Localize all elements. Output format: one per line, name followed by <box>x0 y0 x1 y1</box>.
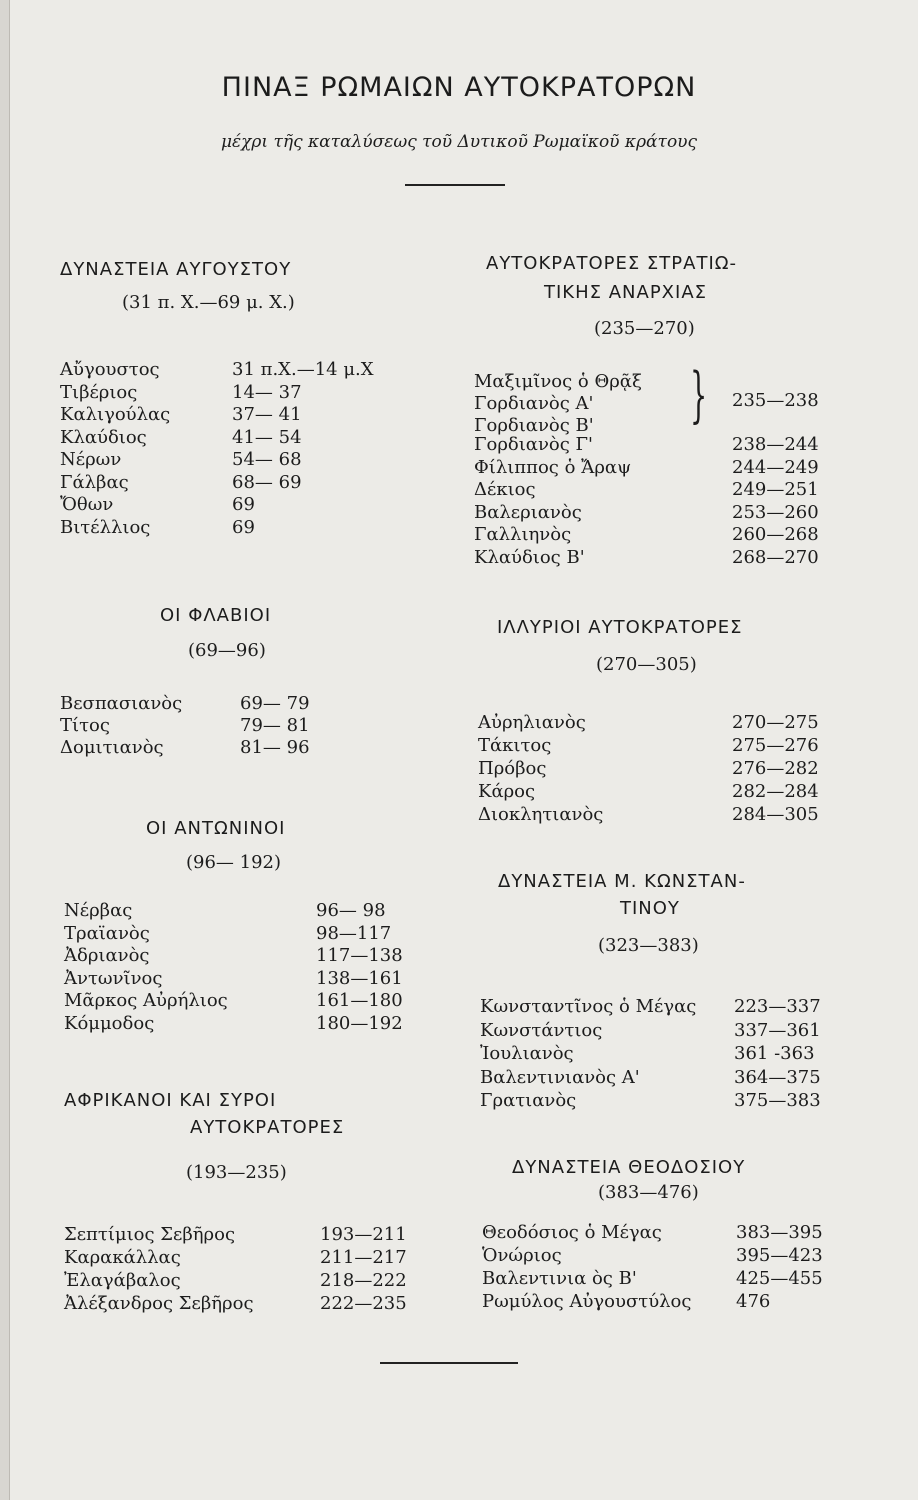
reign-dates: 375—383 <box>734 1090 821 1111</box>
reign-dates: 69 <box>232 516 255 538</box>
reign-dates: 476 <box>736 1291 771 1312</box>
section-title: ΑΦΡΙΚΑΝΟΙ ΚΑΙ ΣΥΡΟΙ <box>64 1090 277 1111</box>
section-title: ΔΥΝΑΣΤΕΙΑ ΘΕΟΔΟΣΙΟΥ <box>512 1157 746 1178</box>
reign-dates: 395—423 <box>736 1245 823 1266</box>
reign-dates: 14— 37 <box>232 381 302 403</box>
section-range: (96— 192) <box>186 852 282 873</box>
reign-dates: 218—222 <box>320 1270 407 1291</box>
emperor-name: Βεσπασιανὸς <box>60 693 183 714</box>
emperor-name: Νέρων <box>60 449 122 470</box>
emperor-name: Ὁνώριος <box>482 1245 562 1266</box>
emperor-name: Τίτος <box>60 715 110 736</box>
emperor-name: Ὄθων <box>60 494 114 515</box>
emperor-name: Βαλεριανὸς <box>474 501 582 523</box>
reign-dates: 41— 54 <box>232 426 302 448</box>
section-range: (69—96) <box>188 640 266 661</box>
emperor-name: Σεπτίμιος Σεβῆρος <box>64 1224 236 1245</box>
reign-dates: 98—117 <box>316 922 392 944</box>
brace-symbol: } <box>690 360 708 430</box>
emperor-name: Αὔγουστος <box>60 359 160 380</box>
emperor-name: Βιτέλλιος <box>60 516 151 538</box>
reign-dates: 161—180 <box>316 990 403 1011</box>
section-title: ΑΥΤΟΚΡΑΤΟΡΕΣ ΣΤΡΑΤΙΩ- <box>486 253 738 274</box>
reign-dates: 69 <box>232 494 255 515</box>
emperor-name: Γαλλιηνὸς <box>474 524 572 545</box>
section-range: (383—476) <box>598 1182 699 1203</box>
section-title: ΟΙ ΦΛΑΒΙΟΙ <box>160 605 272 626</box>
reign-dates: 270—275 <box>732 712 819 733</box>
reign-dates: 31 π.Χ.—14 μ.Χ <box>232 359 374 380</box>
emperor-name: Ρωμύλος Αὐγουστύλος <box>482 1291 692 1312</box>
reign-dates: 211—217 <box>320 1247 407 1268</box>
emperor-name: Βαλεντινια ὸς Β' <box>482 1268 637 1289</box>
page-title: ΠΙΝΑΞ ΡΩΜΑΙΩΝ ΑΥΤΟΚΡΑΤΟΡΩΝ <box>221 72 697 103</box>
emperor-name: Ἀντωνῖνος <box>64 967 163 989</box>
reign-dates: 383—395 <box>736 1222 823 1243</box>
reign-dates: 361 -363 <box>734 1043 815 1064</box>
reign-dates: 69— 79 <box>240 693 310 714</box>
section-title: ΟΙ ΑΝΤΩΝΙΝΟΙ <box>146 818 286 839</box>
emperor-name: Κάρος <box>478 781 536 802</box>
section-title: ΤΙΚΗΣ ΑΝΑΡΧΙΑΣ <box>544 282 708 303</box>
reign-dates: 268—270 <box>732 546 819 568</box>
reign-dates: 276—282 <box>732 758 819 779</box>
emperor-name: Ἀδριανὸς <box>64 945 150 966</box>
emperor-name: Γορδιανὸς Γ' <box>474 434 593 455</box>
emperor-name: Κωνστάντιος <box>480 1019 603 1041</box>
reign-dates: 249—251 <box>732 479 819 500</box>
emperor-name: Νέρβας <box>64 900 133 921</box>
emperor-name: Γρατιανὸς <box>480 1090 577 1111</box>
reign-dates: 180—192 <box>316 1012 403 1034</box>
reign-dates: 96— 98 <box>316 900 386 921</box>
reign-dates: 68— 69 <box>232 471 302 493</box>
title-rule <box>405 184 505 186</box>
emperor-name: Φίλιππος ὁ Ἄραψ <box>474 456 632 478</box>
emperor-name: Μᾶρκος Αὐρήλιος <box>64 990 228 1011</box>
emperor-name: Ἀλέξανδρος Σεβῆρος <box>64 1293 254 1314</box>
emperor-name: Ἰουλιανὸς <box>480 1043 574 1064</box>
reign-dates: 364—375 <box>734 1066 821 1088</box>
reign-dates: 244—249 <box>732 456 819 478</box>
reign-dates: 54— 68 <box>232 449 302 470</box>
page-edge-line <box>9 0 10 1500</box>
emperor-name: Βαλεντινιανὸς Α' <box>480 1066 640 1088</box>
reign-dates: 425—455 <box>736 1268 823 1289</box>
emperor-name: Κωνσταντῖνος ὁ Μέγας <box>480 996 697 1017</box>
reign-dates: 193—211 <box>320 1224 407 1245</box>
bottom-rule <box>380 1362 518 1364</box>
emperor-name: Τάκιτος <box>478 735 552 756</box>
reign-dates: 81— 96 <box>240 737 310 758</box>
reign-dates: 260—268 <box>732 524 819 545</box>
emperor-name: Δέκιος <box>474 479 536 500</box>
reign-dates: 253—260 <box>732 501 819 523</box>
section-range: (31 π. Χ.—69 μ. Χ.) <box>122 292 295 313</box>
reign-dates: 117—138 <box>316 945 403 966</box>
emperor-name: Κλαύδιος <box>60 426 147 448</box>
emperor-name: Καρακάλλας <box>64 1247 181 1268</box>
emperor-name: Πρόβος <box>478 758 547 779</box>
emperor-name: Αὐρηλιανὸς <box>478 712 586 733</box>
emperor-name: Κόμμοδος <box>64 1012 155 1034</box>
emperor-name: Ἐλαγάβαλος <box>64 1270 181 1291</box>
emperor-name: Γάλβας <box>60 471 129 493</box>
emperor-name: Τιβέριος <box>60 381 138 403</box>
reign-dates: 79— 81 <box>240 715 310 736</box>
reign-dates: 238—244 <box>732 434 819 455</box>
reign-dates: 222—235 <box>320 1293 407 1314</box>
section-range: (193—235) <box>186 1162 287 1183</box>
emperor-name: Δομιτιανὸς <box>60 737 164 758</box>
section-range: (323—383) <box>598 935 699 956</box>
page-subtitle: μέχρι τῆς καταλύσεως τοῦ Δυτικοῦ Ρωμαϊκοῦ κράτους <box>220 132 698 152</box>
section-range: (270—305) <box>596 654 697 675</box>
reign-dates: 275—276 <box>732 735 819 756</box>
reign-dates: 37— 41 <box>232 404 302 425</box>
emperor-name: Διοκλητιανὸς <box>478 804 604 825</box>
emperor-name: Καλιγούλας <box>60 404 171 425</box>
reign-dates: 284—305 <box>732 804 819 825</box>
emperor-name: Κλαύδιος Β' <box>474 546 585 568</box>
reign-dates: 337—361 <box>734 1019 821 1041</box>
reign-dates: 282—284 <box>732 781 819 802</box>
section-title: ΤΙΝΟΥ <box>620 898 680 919</box>
emperor-name: Τραϊανὸς <box>64 922 150 944</box>
emperor-name: Θεοδόσιος ὁ Μέγας <box>482 1222 662 1243</box>
section-range: (235—270) <box>594 318 695 339</box>
section-title: ΙΛΛΥΡΙΟΙ ΑΥΤΟΚΡΑΤΟΡΕΣ <box>497 617 743 638</box>
reign-dates: 223—337 <box>734 996 821 1017</box>
section-title: ΔΥΝΑΣΤΕΙΑ ΑΥΓΟΥΣΤΟΥ <box>60 259 292 280</box>
section-title: ΑΥΤΟΚΡΑΤΟΡΕΣ <box>190 1117 345 1138</box>
section-title: ΔΥΝΑΣΤΕΙΑ Μ. ΚΩΝΣΤΑΝ- <box>498 871 746 892</box>
reign-dates: 138—161 <box>316 967 403 989</box>
page-edge-shadow <box>0 0 9 1500</box>
